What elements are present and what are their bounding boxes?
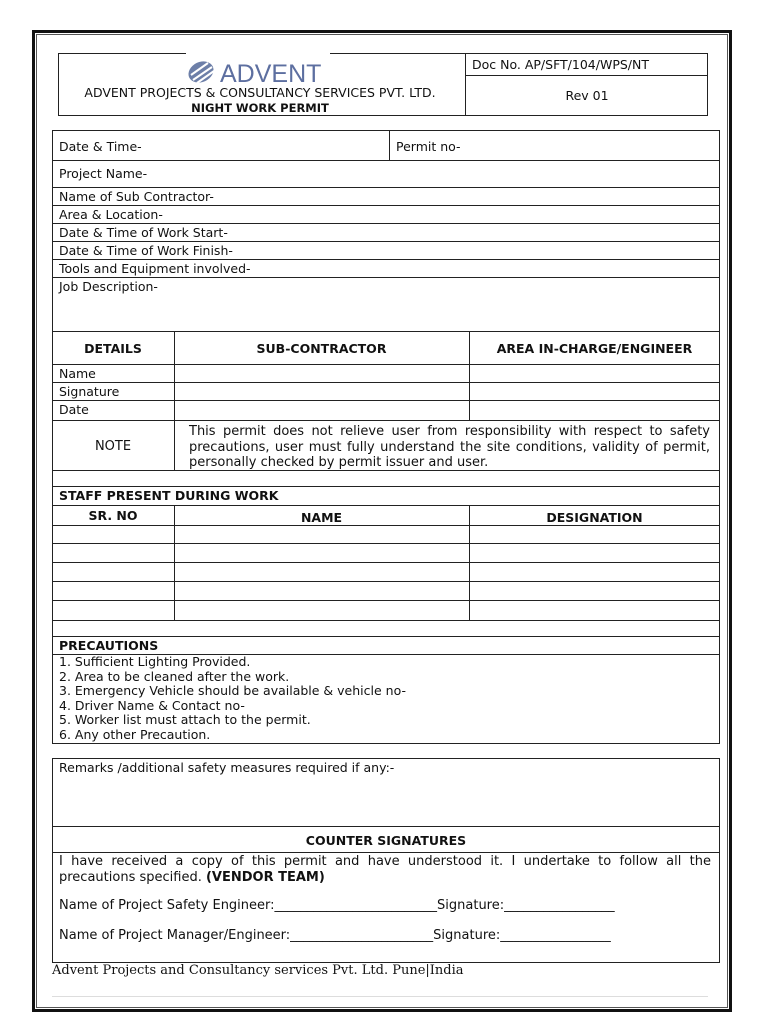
precautions-title: PRECAUTIONS [59, 638, 159, 653]
area-location-field[interactable]: Area & Location- [59, 207, 163, 222]
work-finish-field[interactable]: Date & Time of Work Finish- [59, 243, 233, 258]
revision: Rev 01 [565, 88, 609, 103]
advent-logo [186, 56, 328, 88]
precaution-item-3: 3. Emergency Vehicle should be available & vehicle no- [59, 683, 406, 698]
safety-engineer-line[interactable]: Name of Project Safety Engineer:_________________________Signature:_________________ [59, 898, 615, 913]
staff-name-header: NAME [300, 510, 343, 525]
note-text: This permit does not relieve user from responsibility with respect to safety precautions, user must fully understand the site conditions, validity of permit, personally checked by permit issuer and user. [189, 424, 710, 470]
brand-text: ADVENT [220, 60, 322, 88]
remarks-label[interactable]: Remarks /additional safety measures required if any:- [59, 760, 395, 775]
precaution-item-5: 5. Worker list must attach to the permit. [59, 712, 311, 727]
form-title: NIGHT WORK PERMIT [191, 101, 329, 115]
permit-no-field[interactable]: Permit no- [396, 139, 461, 154]
advent-logo-icon [186, 56, 328, 88]
sub-contractor-header: SUB-CONTRACTOR [256, 341, 387, 356]
project-name-field[interactable]: Project Name- [59, 166, 148, 181]
sr-no-header: SR. NO [88, 508, 138, 523]
counter-statement-text: I have received a copy of this permit and have understood it. I undertake to follow all the precautions specified. [59, 854, 711, 885]
details-row-date: Date [59, 402, 89, 417]
footer-divider [52, 996, 708, 997]
details-header: DETAILS [84, 341, 142, 356]
sub-contractor-field[interactable]: Name of Sub Contractor- [59, 189, 214, 204]
doc-number: Doc No. AP/SFT/104/WPS/NT [472, 57, 649, 72]
staff-title: STAFF PRESENT DURING WORK [59, 488, 279, 503]
company-name: ADVENT PROJECTS & CONSULTANCY SERVICES PVT. LTD. [84, 85, 436, 100]
details-row-name: Name [59, 366, 96, 381]
note-label: NOTE [94, 439, 132, 454]
project-manager-line[interactable]: Name of Project Manager/Engineer:______________________Signature:_________________ [59, 928, 611, 943]
job-description-field[interactable]: Job Description- [59, 279, 158, 294]
area-incharge-header: AREA IN-CHARGE/ENGINEER [496, 341, 693, 356]
counter-statement [59, 854, 711, 885]
designation-header: DESIGNATION [546, 510, 643, 525]
counter-signatures-title: COUNTER SIGNATURES [305, 833, 467, 848]
precaution-item-6: 6. Any other Precaution. [59, 727, 211, 742]
precaution-item-4: 4. Driver Name & Contact no- [59, 698, 245, 713]
details-row-signature: Signature [59, 384, 120, 399]
work-start-field[interactable]: Date & Time of Work Start- [59, 225, 228, 240]
precaution-item-2: 2. Area to be cleaned after the work. [59, 669, 290, 684]
tools-field[interactable]: Tools and Equipment involved- [59, 261, 251, 276]
vendor-team-label: (VENDOR TEAM) [205, 869, 325, 885]
date-time-field[interactable]: Date & Time- [59, 139, 142, 154]
precaution-item-1: 1. Sufficient Lighting Provided. [59, 654, 251, 669]
page-footer: Advent Projects and Consultancy services Pvt. Ltd. Pune|India [52, 963, 464, 978]
